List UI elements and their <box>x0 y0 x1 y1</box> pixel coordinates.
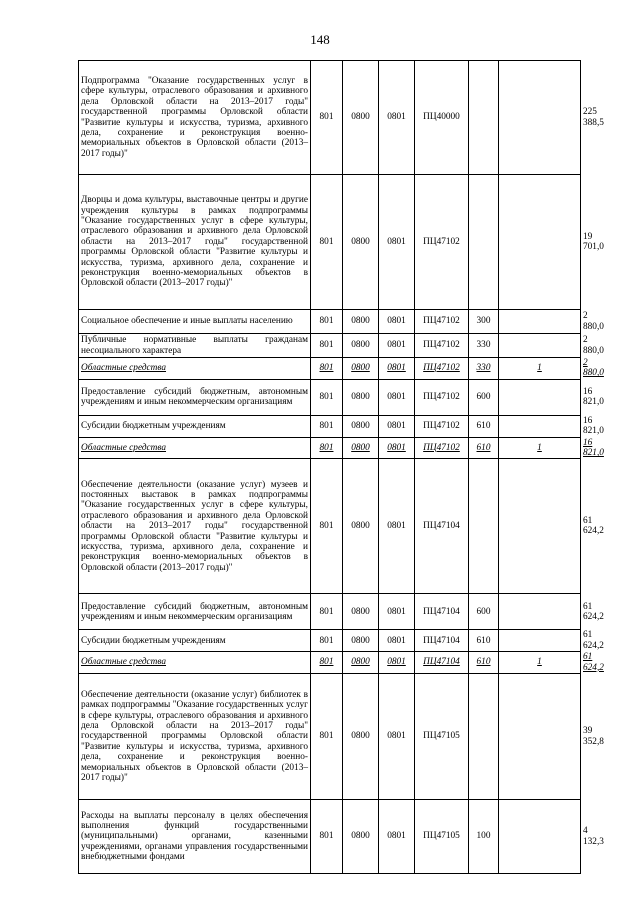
target-article-code: ПЦ47104 <box>415 459 469 594</box>
subsection-code: 0801 <box>379 437 415 459</box>
ministry-code: 801 <box>311 652 343 674</box>
expense-type-code: 600 <box>469 379 499 415</box>
ministry-code: 801 <box>311 310 343 334</box>
table-row: Предоставление субсидий бюджетным, автономным учреждениям и иным некоммерческим организациям 801 0800 0801 ПЦ47104 600 61 624,2 <box>79 594 581 630</box>
funding-source-code: 1 <box>499 358 581 380</box>
target-article-code: ПЦ40000 <box>415 61 469 175</box>
target-article-code: ПЦ47102 <box>415 415 469 437</box>
ministry-code: 801 <box>311 334 343 358</box>
ministry-code: 801 <box>311 594 343 630</box>
table-row: Публичные нормативные выплаты гражданам несоциального характера 801 0800 0801 ПЦ47102 330 2 880,0 <box>79 334 581 358</box>
section-code: 0800 <box>343 630 379 652</box>
row-description: Дворцы и дома культуры, выставочные центры и другие учреждения культуры в рамках подпрограммы "Оказание государственных услуг в сфере культуры, отраслевого образования и архивного дела Орловской области на 2013–2017 годы" государственной программы Орловской области "Развитие культуры и искусства, туризма, архивного дела, сохранение и реконструкция военно-мемориальных объектов в Орловской области (2013–2017 годы)" <box>79 175 311 310</box>
subsection-code: 0801 <box>379 674 415 800</box>
expense-type-code <box>469 61 499 175</box>
page-number: 148 <box>310 32 330 47</box>
section-code: 0800 <box>343 334 379 358</box>
funding-source-code <box>499 459 581 594</box>
row-description: Обеспечение деятельности (оказание услуг) музеев и постоянных выставок в рамках подпрограммы "Оказание государственных услуг в сфере культуры, отраслевого образования и архивного дела Орловской области на 2013–2017 годы" государственной программы Орловской области "Развитие культуры и искусства, туризма, архивного дела, сохранение и реконструкция военно-мемориальных объектов в Орловской области (2013–2017 годы)" <box>79 459 311 594</box>
target-article-code: ПЦ47102 <box>415 334 469 358</box>
section-code: 0800 <box>343 379 379 415</box>
row-description: Субсидии бюджетным учреждениям <box>79 415 311 437</box>
ministry-code: 801 <box>311 415 343 437</box>
subsection-code: 0801 <box>379 459 415 594</box>
funding-source-code <box>499 334 581 358</box>
funding-source-code <box>499 594 581 630</box>
row-description: Областные средства <box>79 437 311 459</box>
section-code: 0800 <box>343 800 379 874</box>
expense-type-code: 600 <box>469 594 499 630</box>
ministry-code: 801 <box>311 61 343 175</box>
target-article-code: ПЦ47105 <box>415 674 469 800</box>
expense-type-code: 610 <box>469 415 499 437</box>
expense-type-code <box>469 175 499 310</box>
budget-table <box>78 60 604 874</box>
row-description: Обеспечение деятельности (оказание услуг) библиотек в рамках подпрограммы "Оказание государственных услуг в сфере культуры, отраслевого образования и архивного дела Орловской области на 2013–2017 годы" государственной программы Орловской области "Развитие культуры и искусства, туризма, архивного дела, сохранение и реконструкция военно-мемориальных объектов в Орловской области (2013–2017 годы)" <box>79 674 311 800</box>
target-article-code: ПЦ47102 <box>415 358 469 380</box>
table-row: Областные средства 801 0800 0801 ПЦ47102 610 1 16 821,0 <box>79 437 581 459</box>
target-article-code: ПЦ47102 <box>415 437 469 459</box>
funding-source-code <box>499 379 581 415</box>
section-code: 0800 <box>343 652 379 674</box>
table-row: Обеспечение деятельности (оказание услуг) музеев и постоянных выставок в рамках подпрограммы "Оказание государственных услуг в сфере культуры, отраслевого образования и архивного дела Орловской области на 2013–2017 годы" государственной программы Орловской области "Развитие культуры и искусства, туризма, архивного дела, сохранение и реконструкция военно-мемориальных объектов в Орловской области (2013–2017 годы)" 801 0800 0801 ПЦ47104 61 624,2 <box>79 459 581 594</box>
expense-type-code: 610 <box>469 652 499 674</box>
table-row: Дворцы и дома культуры, выставочные центры и другие учреждения культуры в рамках подпрограммы "Оказание государственных услуг в сфере культуры, отраслевого образования и архивного дела Орловской области на 2013–2017 годы" государственной программы Орловской области "Развитие культуры и искусства, туризма, архивного дела, сохранение и реконструкция военно-мемориальных объектов в Орловской области (2013–2017 годы)" 801 0800 0801 ПЦ47102 19 701,0 <box>79 175 581 310</box>
ministry-code: 801 <box>311 674 343 800</box>
subsection-code: 0801 <box>379 630 415 652</box>
table-row: Предоставление субсидий бюджетным, автономным учреждениям и иным некоммерческим организациям 801 0800 0801 ПЦ47102 600 16 821,0 <box>79 379 581 415</box>
section-code: 0800 <box>343 61 379 175</box>
row-description: Социальное обеспечение и иные выплаты населению <box>79 310 311 334</box>
ministry-code: 801 <box>311 630 343 652</box>
section-code: 0800 <box>343 437 379 459</box>
expense-type-code: 330 <box>469 358 499 380</box>
row-description: Расходы на выплаты персоналу в целях обеспечения выполнения функций государственными (муниципальными) органами, казенными учреждениями, органами управления государственными внебюджетными фондами <box>79 800 311 874</box>
target-article-code: ПЦ47102 <box>415 379 469 415</box>
target-article-code: ПЦ47104 <box>415 630 469 652</box>
subsection-code: 0801 <box>379 415 415 437</box>
target-article-code: ПЦ47105 <box>415 800 469 874</box>
table-row: Субсидии бюджетным учреждениям 801 0800 0801 ПЦ47102 610 16 821,0 <box>79 415 581 437</box>
row-description: Предоставление субсидий бюджетным, автономным учреждениям и иным некоммерческим организациям <box>79 594 311 630</box>
subsection-code: 0801 <box>379 358 415 380</box>
section-code: 0800 <box>343 415 379 437</box>
subsection-code: 0801 <box>379 652 415 674</box>
row-description: Областные средства <box>79 358 311 380</box>
subsection-code: 0801 <box>379 594 415 630</box>
target-article-code: ПЦ47102 <box>415 310 469 334</box>
subsection-code: 0801 <box>379 61 415 175</box>
row-description: Предоставление субсидий бюджетным, автономным учреждениям и иным некоммерческим организациям <box>79 379 311 415</box>
expense-type-code <box>469 674 499 800</box>
table-row: Областные средства 801 0800 0801 ПЦ47104 610 1 61 624,2 <box>79 652 581 674</box>
table-row: Расходы на выплаты персоналу в целях обеспечения выполнения функций государственными (муниципальными) органами, казенными учреждениями, органами управления государственными внебюджетными фондами 801 0800 0801 ПЦ47105 100 4 132,3 <box>79 800 581 874</box>
funding-source-code <box>499 415 581 437</box>
table-row: Подпрограмма "Оказание государственных услуг в сфере культуры, отраслевого образования и архивного дела Орловской области на 2013–2017 годы" государственной программы Орловской области "Развитие культуры и искусства, туризма, архивного дела, сохранение и реконструкция военно-мемориальных объектов в Орловской области (2013–2017 годы)" 801 0800 0801 ПЦ40000 225 388,5 <box>79 61 581 175</box>
expense-type-code: 300 <box>469 310 499 334</box>
expense-type-code: 100 <box>469 800 499 874</box>
subsection-code: 0801 <box>379 175 415 310</box>
ministry-code: 801 <box>311 358 343 380</box>
funding-source-code: 1 <box>499 437 581 459</box>
expense-type-code: 330 <box>469 334 499 358</box>
ministry-code: 801 <box>311 379 343 415</box>
row-description: Субсидии бюджетным учреждениям <box>79 630 311 652</box>
ministry-code: 801 <box>311 437 343 459</box>
subsection-code: 0801 <box>379 334 415 358</box>
ministry-code: 801 <box>311 459 343 594</box>
target-article-code: ПЦ47104 <box>415 652 469 674</box>
ministry-code: 801 <box>311 175 343 310</box>
expense-type-code: 610 <box>469 437 499 459</box>
subsection-code: 0801 <box>379 379 415 415</box>
section-code: 0800 <box>343 674 379 800</box>
section-code: 0800 <box>343 310 379 334</box>
subsection-code: 0801 <box>379 310 415 334</box>
row-description: Областные средства <box>79 652 311 674</box>
funding-source-code <box>499 674 581 800</box>
target-article-code: ПЦ47102 <box>415 175 469 310</box>
table-row: Обеспечение деятельности (оказание услуг) библиотек в рамках подпрограммы "Оказание государственных услуг в сфере культуры, отраслевого образования и архивного дела Орловской области на 2013–2017 годы" государственной программы Орловской области "Развитие культуры и искусства, туризма, архивного дела, сохранение и реконструкция военно-мемориальных объектов в Орловской области (2013–2017 годы)" 801 0800 0801 ПЦ47105 39 352,8 <box>79 674 581 800</box>
section-code: 0800 <box>343 594 379 630</box>
table-row: Социальное обеспечение и иные выплаты населению 801 0800 0801 ПЦ47102 300 2 880,0 <box>79 310 581 334</box>
table-row: Областные средства 801 0800 0801 ПЦ47102 330 1 2 880,0 <box>79 358 581 380</box>
expense-type-code <box>469 459 499 594</box>
funding-source-code <box>499 630 581 652</box>
funding-source-code <box>499 61 581 175</box>
target-article-code: ПЦ47104 <box>415 594 469 630</box>
section-code: 0800 <box>343 175 379 310</box>
funding-source-code: 1 <box>499 652 581 674</box>
funding-source-code <box>499 175 581 310</box>
table-row: Субсидии бюджетным учреждениям 801 0800 0801 ПЦ47104 610 61 624,2 <box>79 630 581 652</box>
expense-type-code: 610 <box>469 630 499 652</box>
ministry-code: 801 <box>311 800 343 874</box>
funding-source-code <box>499 310 581 334</box>
subsection-code: 0801 <box>379 800 415 874</box>
row-description: Подпрограмма "Оказание государственных услуг в сфере культуры, отраслевого образования и архивного дела Орловской области на 2013–2017 годы" государственной программы Орловской области "Развитие культуры и искусства, туризма, архивного дела, сохранение и реконструкция военно-мемориальных объектов в Орловской области (2013–2017 годы)" <box>79 61 311 175</box>
row-description: Публичные нормативные выплаты гражданам несоциального характера <box>79 334 311 358</box>
section-code: 0800 <box>343 459 379 594</box>
funding-source-code <box>499 800 581 874</box>
section-code: 0800 <box>343 358 379 380</box>
